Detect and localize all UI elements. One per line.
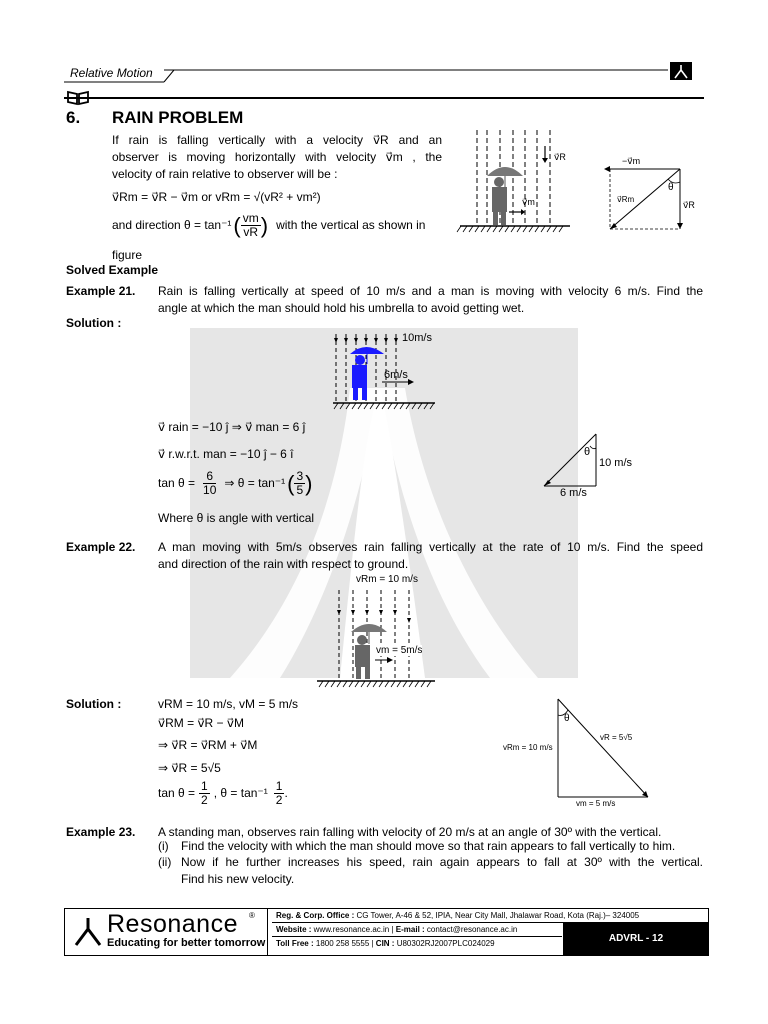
- ex21-tan-den: 10: [203, 483, 217, 497]
- ex22-tan-num: 1: [201, 779, 208, 793]
- ex21-tan-num: 6: [203, 470, 216, 484]
- fig1-triangle: [600, 155, 700, 235]
- ex22-tan-line: tan θ = $\frac{1}{2}$ , θ = tan⁻¹ $\frac{1}{2}$ .: [158, 779, 288, 807]
- brand-reg: ®: [249, 911, 255, 920]
- ex22-tan-frac2: [274, 780, 285, 807]
- fig1-tri-top: −v⃗m: [622, 156, 641, 166]
- ex23-ii-text2: Find his new velocity.: [181, 872, 295, 886]
- ex22-question: [158, 539, 703, 573]
- direction-line: and direction θ = tan⁻¹ ( $\frac{vm}{vR}$ ) with the vertical as shown in: [112, 211, 426, 239]
- header-rules: [64, 62, 704, 104]
- ex23-i-text: Find the velocity with which the man should move so that rain appears to fall vertically to him.: [181, 839, 676, 853]
- logo-icon: [670, 62, 692, 80]
- ex21-line-2: angle at which the man should hold his umbrella to avoid getting wet.: [158, 301, 525, 315]
- direction-post: with the vertical as shown in: [276, 218, 426, 232]
- ex22-s3: ⇒ v⃗R = v⃗RM + v⃗M: [158, 738, 258, 752]
- ex22-fig-vrm: vRm = 10 m/s: [356, 574, 418, 585]
- direction-fraction: [241, 212, 261, 239]
- footer-office-row: [272, 909, 708, 923]
- direction-num: vm: [242, 211, 259, 225]
- email-label: E-mail :: [395, 925, 425, 934]
- section-para: [112, 132, 442, 183]
- fig1-vR-label: v⃗R: [554, 152, 566, 162]
- ex22-tan-frac: [199, 780, 210, 807]
- ex21-tan-frac: [203, 470, 216, 497]
- formula-1: v⃗Rm = v⃗R − v⃗m or vRm = √(vR² + vm²): [112, 190, 321, 204]
- ex21-tan-pre: tan θ =: [158, 476, 196, 490]
- ex21-eq1: v⃗ rain = −10 ĵ ⇒ v⃗ man = 6 ĵ: [158, 420, 306, 434]
- fig1-vm-label: v⃗m: [522, 197, 535, 207]
- fig1-tri-vRm: v⃗Rm: [617, 195, 635, 204]
- ex21-question: [158, 283, 703, 317]
- ex22-tan-pre: tan θ =: [158, 786, 196, 800]
- para-line-3: velocity of rain relative to observer will be :: [112, 167, 338, 181]
- ex22-tri-vr: vR = 5√5: [600, 733, 633, 742]
- ex22-s4: ⇒ v⃗R = 5√5: [158, 761, 221, 775]
- ex22-line-1: A man moving with 5m/s observes rain falling vertically at the rate of 10 m/s. Find the speed: [158, 540, 703, 554]
- solved-example-heading: Solved Example: [66, 263, 159, 277]
- website-link[interactable]: www.resonance.ac.in: [313, 925, 390, 934]
- ex21-tan-num2: 3: [296, 469, 304, 483]
- brand-name: Resonance: [107, 910, 238, 938]
- figure-word: figure: [112, 248, 143, 262]
- web-label: Website :: [276, 925, 312, 934]
- ex22-label: Example 22.: [66, 540, 136, 554]
- ex22-tri-vrm: vRm = 10 m/s: [503, 743, 553, 752]
- ex23-question: A standing man, observes rain falling with velocity of 20 m/s at an angle of 30º with the vertical.: [158, 825, 662, 839]
- ex22-triangle: [550, 695, 660, 805]
- ex21-eq2: v⃗ r.w.r.t. man = −10 ĵ − 6 î: [158, 447, 294, 461]
- resonance-logo-icon: [71, 915, 105, 949]
- ex21-where: Where θ is angle with vertical: [158, 511, 315, 525]
- ex21-tan-den2: 5: [296, 483, 304, 497]
- ex21-solution-label: Solution :: [66, 316, 122, 330]
- ex22-fig-vm: vm = 5m/s: [376, 645, 423, 656]
- ex22-s2: v⃗RM = v⃗R − v⃗M: [158, 716, 244, 730]
- direction-den: vR: [243, 225, 259, 239]
- direction-pre: and direction θ = tan⁻¹: [112, 218, 232, 232]
- office-label: Reg. & Corp. Office :: [276, 911, 355, 920]
- ex21-tri-v: 10 m/s: [599, 457, 633, 469]
- ex22-fig: [315, 588, 440, 688]
- footer-toll-row: Toll Free : 1800 258 5555 | CIN : U80302RJ2007PLC024029: [276, 939, 495, 948]
- cin-text: U80302RJ2007PLC024029: [396, 939, 495, 948]
- ex23-label: Example 23.: [66, 825, 136, 839]
- ex21-fig-rain: 10m/s: [402, 332, 432, 344]
- para-line-1: If rain is falling vertically with a velocity v⃗R and an: [112, 133, 442, 147]
- ex22-tri-vm: vm = 5 m/s: [576, 799, 616, 808]
- section-number: 6.: [66, 108, 81, 127]
- cin-label: CIN :: [375, 939, 395, 948]
- para-line-2: observer is moving horizontally with velocity v⃗m , the: [112, 150, 442, 164]
- brand-tagline: Educating for better tomorrow: [107, 937, 266, 949]
- toll-label: Toll Free :: [276, 939, 314, 948]
- toll-text: 1800 258 5555: [315, 939, 370, 948]
- chapter-title: Relative Motion: [70, 66, 153, 80]
- ex22-tan-mid: , θ = tan⁻¹: [213, 786, 268, 800]
- ex22-tri-theta: θ: [564, 713, 570, 724]
- ex21-line-1: Rain is falling vertically at speed of 10 m/s and a man is moving with velocity 6 m/s. Find the: [158, 284, 703, 298]
- ex21-tan-line: tan θ = $\frac{6}{10}$ ⇒ θ = tan⁻¹ ( $\frac{3}{5}$ ): [158, 469, 313, 497]
- ex22-tan-num2: 1: [275, 779, 283, 793]
- ex23-ii-text1: Now if he further increases his speed, rain again appears to fall at 30º with the vertical.: [181, 855, 703, 869]
- ex21-fig-man: 6m/s: [384, 369, 408, 381]
- footer: [64, 908, 709, 956]
- ex23-i-num: (i): [158, 839, 169, 853]
- ex21-label: Example 21.: [66, 284, 136, 298]
- fig1-tri-theta: θ: [668, 182, 674, 193]
- ex23-ii-num: (ii): [158, 855, 172, 869]
- footer-web-row: Website : www.resonance.ac.in | E-mail : contact@resonance.ac.in: [272, 923, 562, 937]
- ex22-tan-den2: 2: [275, 793, 283, 807]
- ex22-s1: vRM = 10 m/s, vM = 5 m/s: [158, 697, 299, 711]
- page-code: ADVRL - 12: [564, 923, 708, 955]
- ex21-tri-h: 6 m/s: [560, 487, 587, 499]
- ex22-line-2: and direction of the rain with respect to ground.: [158, 557, 409, 571]
- ex21-tri-theta: θ: [584, 446, 591, 458]
- ex21-tan-mid: ⇒ θ = tan⁻¹: [224, 476, 286, 490]
- fig1-rain-man: [455, 130, 575, 235]
- office-text: CG Tower, A-46 & 52, IPIA, Near City Mall, Jhalawar Road, Kota (Raj.)– 324005: [356, 911, 640, 920]
- ex22-solution-label: Solution :: [66, 697, 122, 711]
- email-link[interactable]: contact@resonance.ac.in: [426, 925, 518, 934]
- ex22-tan-den: 2: [201, 793, 208, 807]
- section-title: RAIN PROBLEM: [112, 108, 244, 127]
- ex21-tan-frac2: [294, 470, 305, 497]
- fig1-tri-vR: v⃗R: [683, 200, 695, 210]
